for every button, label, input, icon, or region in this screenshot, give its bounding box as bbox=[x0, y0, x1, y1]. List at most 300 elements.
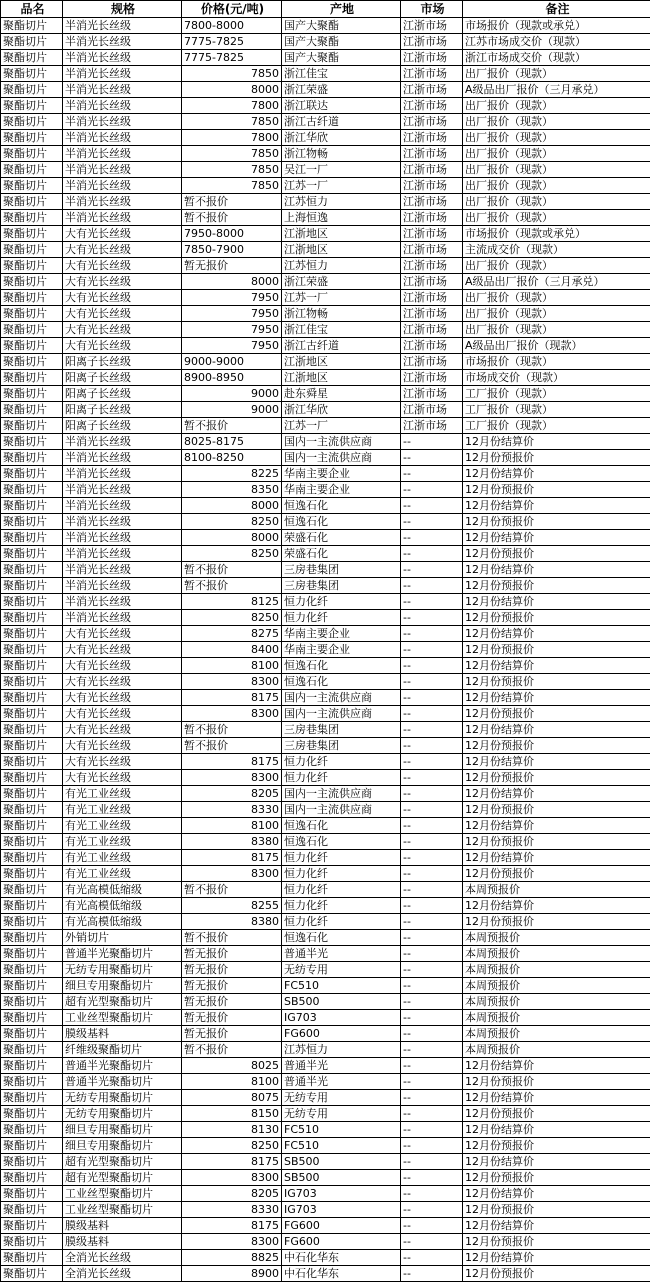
cell-origin[interactable]: 国内一主流供应商 bbox=[282, 434, 401, 450]
cell-price[interactable]: 暂无报价 bbox=[182, 994, 282, 1010]
cell-spec[interactable]: 大有光长丝级 bbox=[63, 338, 182, 354]
cell-remark[interactable]: 出厂报价（现款） bbox=[463, 66, 650, 82]
cell-product[interactable]: 聚酯切片 bbox=[1, 66, 63, 82]
cell-remark[interactable]: 12月份结算价 bbox=[463, 1154, 650, 1170]
cell-product[interactable]: 聚酯切片 bbox=[1, 914, 63, 930]
cell-price[interactable]: 暂不报价 bbox=[182, 418, 282, 434]
cell-market[interactable]: -- bbox=[401, 610, 463, 626]
cell-remark[interactable]: 12月份预报价 bbox=[463, 1202, 650, 1218]
cell-product[interactable]: 聚酯切片 bbox=[1, 1058, 63, 1074]
cell-product[interactable]: 聚酯切片 bbox=[1, 354, 63, 370]
cell-remark[interactable]: 12月份预报价 bbox=[463, 1170, 650, 1186]
cell-price[interactable]: 7800 bbox=[182, 98, 282, 114]
cell-remark[interactable]: 12月份预报价 bbox=[463, 674, 650, 690]
cell-market[interactable]: 江浙市场 bbox=[401, 194, 463, 210]
cell-market[interactable]: -- bbox=[401, 1170, 463, 1186]
cell-product[interactable]: 聚酯切片 bbox=[1, 210, 63, 226]
cell-price[interactable]: 8300 bbox=[182, 1170, 282, 1186]
cell-market[interactable]: 江浙市场 bbox=[401, 418, 463, 434]
cell-origin[interactable]: 国产大聚酯 bbox=[282, 34, 401, 50]
cell-product[interactable]: 聚酯切片 bbox=[1, 146, 63, 162]
cell-origin[interactable]: 恒逸石化 bbox=[282, 834, 401, 850]
cell-market[interactable]: -- bbox=[401, 1090, 463, 1106]
cell-remark[interactable]: 工厂报价（现款） bbox=[463, 386, 650, 402]
cell-remark[interactable]: 本周预报价 bbox=[463, 1010, 650, 1026]
cell-price[interactable]: 暂无报价 bbox=[182, 1010, 282, 1026]
cell-market[interactable]: -- bbox=[401, 1010, 463, 1026]
cell-product[interactable]: 聚酯切片 bbox=[1, 50, 63, 66]
cell-market[interactable]: -- bbox=[401, 1058, 463, 1074]
cell-price[interactable]: 暂不报价 bbox=[182, 210, 282, 226]
cell-spec[interactable]: 半消光长丝级 bbox=[63, 546, 182, 562]
cell-price[interactable]: 8350 bbox=[182, 482, 282, 498]
cell-remark[interactable]: 12月份结算价 bbox=[463, 850, 650, 866]
cell-price[interactable]: 暂无报价 bbox=[182, 962, 282, 978]
cell-product[interactable]: 聚酯切片 bbox=[1, 370, 63, 386]
cell-market[interactable]: -- bbox=[401, 1154, 463, 1170]
cell-spec[interactable]: 大有光长丝级 bbox=[63, 706, 182, 722]
cell-origin[interactable]: 浙江古纤道 bbox=[282, 114, 401, 130]
cell-price[interactable]: 7950 bbox=[182, 338, 282, 354]
cell-market[interactable]: 江浙市场 bbox=[401, 274, 463, 290]
cell-price[interactable]: 7850 bbox=[182, 114, 282, 130]
cell-market[interactable]: -- bbox=[401, 1234, 463, 1250]
cell-spec[interactable]: 半消光长丝级 bbox=[63, 562, 182, 578]
cell-market[interactable]: -- bbox=[401, 706, 463, 722]
cell-price[interactable]: 7950 bbox=[182, 290, 282, 306]
cell-spec[interactable]: 半消光长丝级 bbox=[63, 146, 182, 162]
cell-spec[interactable]: 半消光长丝级 bbox=[63, 610, 182, 626]
cell-remark[interactable]: 12月份结算价 bbox=[463, 1250, 650, 1266]
cell-product[interactable]: 聚酯切片 bbox=[1, 530, 63, 546]
cell-price[interactable]: 暂不报价 bbox=[182, 930, 282, 946]
cell-origin[interactable]: 国产大聚酯 bbox=[282, 18, 401, 34]
cell-spec[interactable]: 有光高模低缩级 bbox=[63, 882, 182, 898]
cell-spec[interactable]: 外销切片 bbox=[63, 930, 182, 946]
cell-market[interactable]: 江浙市场 bbox=[401, 258, 463, 274]
cell-remark[interactable]: 12月份结算价 bbox=[463, 530, 650, 546]
cell-spec[interactable]: 大有光长丝级 bbox=[63, 226, 182, 242]
cell-product[interactable]: 聚酯切片 bbox=[1, 322, 63, 338]
cell-price[interactable]: 8175 bbox=[182, 754, 282, 770]
cell-product[interactable]: 聚酯切片 bbox=[1, 514, 63, 530]
cell-price[interactable]: 8205 bbox=[182, 1186, 282, 1202]
cell-product[interactable]: 聚酯切片 bbox=[1, 866, 63, 882]
cell-origin[interactable]: SB500 bbox=[282, 1154, 401, 1170]
cell-spec[interactable]: 半消光长丝级 bbox=[63, 162, 182, 178]
cell-spec[interactable]: 半消光长丝级 bbox=[63, 466, 182, 482]
cell-spec[interactable]: 膜级基料 bbox=[63, 1218, 182, 1234]
cell-remark[interactable]: 12月份结算价 bbox=[463, 626, 650, 642]
cell-remark[interactable]: 12月份结算价 bbox=[463, 722, 650, 738]
cell-spec[interactable]: 大有光长丝级 bbox=[63, 642, 182, 658]
cell-spec[interactable]: 阳离子长丝级 bbox=[63, 418, 182, 434]
cell-price[interactable]: 8825 bbox=[182, 1250, 282, 1266]
cell-origin[interactable]: SB500 bbox=[282, 994, 401, 1010]
cell-spec[interactable]: 膜级基料 bbox=[63, 1026, 182, 1042]
cell-spec[interactable]: 半消光长丝级 bbox=[63, 98, 182, 114]
cell-remark[interactable]: 出厂报价（现款） bbox=[463, 130, 650, 146]
cell-product[interactable]: 聚酯切片 bbox=[1, 658, 63, 674]
cell-market[interactable]: -- bbox=[401, 818, 463, 834]
cell-spec[interactable]: 半消光长丝级 bbox=[63, 594, 182, 610]
cell-market[interactable]: -- bbox=[401, 578, 463, 594]
cell-market[interactable]: -- bbox=[401, 738, 463, 754]
cell-market[interactable]: -- bbox=[401, 1138, 463, 1154]
cell-product[interactable]: 聚酯切片 bbox=[1, 610, 63, 626]
cell-product[interactable]: 聚酯切片 bbox=[1, 738, 63, 754]
cell-product[interactable]: 聚酯切片 bbox=[1, 418, 63, 434]
cell-price[interactable]: 暂无报价 bbox=[182, 946, 282, 962]
cell-price[interactable]: 8275 bbox=[182, 626, 282, 642]
cell-spec[interactable]: 大有光长丝级 bbox=[63, 674, 182, 690]
cell-origin[interactable]: FC510 bbox=[282, 978, 401, 994]
cell-product[interactable]: 聚酯切片 bbox=[1, 994, 63, 1010]
cell-spec[interactable]: 半消光长丝级 bbox=[63, 34, 182, 50]
cell-market[interactable]: 江浙市场 bbox=[401, 66, 463, 82]
cell-market[interactable]: 江浙市场 bbox=[401, 242, 463, 258]
cell-product[interactable]: 聚酯切片 bbox=[1, 722, 63, 738]
cell-price[interactable]: 8380 bbox=[182, 834, 282, 850]
cell-product[interactable]: 聚酯切片 bbox=[1, 834, 63, 850]
cell-origin[interactable]: 恒逸石化 bbox=[282, 674, 401, 690]
cell-product[interactable]: 聚酯切片 bbox=[1, 754, 63, 770]
cell-origin[interactable]: 江苏恒力 bbox=[282, 1042, 401, 1058]
cell-spec[interactable]: 有光工业丝级 bbox=[63, 818, 182, 834]
cell-remark[interactable]: 12月份预报价 bbox=[463, 1106, 650, 1122]
cell-price[interactable]: 8175 bbox=[182, 850, 282, 866]
cell-spec[interactable]: 大有光长丝级 bbox=[63, 626, 182, 642]
cell-spec[interactable]: 有光工业丝级 bbox=[63, 802, 182, 818]
cell-market[interactable]: 江浙市场 bbox=[401, 34, 463, 50]
cell-remark[interactable]: 12月份预报价 bbox=[463, 450, 650, 466]
cell-remark[interactable]: 出厂报价（现款） bbox=[463, 290, 650, 306]
cell-price[interactable]: 暂无报价 bbox=[182, 1026, 282, 1042]
cell-price[interactable]: 8250 bbox=[182, 514, 282, 530]
cell-origin[interactable]: 无纺专用 bbox=[282, 1106, 401, 1122]
cell-product[interactable]: 聚酯切片 bbox=[1, 1122, 63, 1138]
cell-market[interactable]: 江浙市场 bbox=[401, 338, 463, 354]
cell-product[interactable]: 聚酯切片 bbox=[1, 1266, 63, 1282]
cell-spec[interactable]: 阳离子长丝级 bbox=[63, 402, 182, 418]
cell-spec[interactable]: 半消光长丝级 bbox=[63, 130, 182, 146]
cell-product[interactable]: 聚酯切片 bbox=[1, 546, 63, 562]
cell-origin[interactable]: 华南主要企业 bbox=[282, 482, 401, 498]
cell-remark[interactable]: 12月份预报价 bbox=[463, 738, 650, 754]
cell-product[interactable]: 聚酯切片 bbox=[1, 562, 63, 578]
cell-origin[interactable]: 华南主要企业 bbox=[282, 466, 401, 482]
cell-origin[interactable]: 浙江古纤道 bbox=[282, 338, 401, 354]
cell-product[interactable]: 聚酯切片 bbox=[1, 306, 63, 322]
cell-price[interactable]: 8330 bbox=[182, 1202, 282, 1218]
cell-market[interactable]: 江浙市场 bbox=[401, 18, 463, 34]
cell-market[interactable]: -- bbox=[401, 642, 463, 658]
cell-origin[interactable]: 恒逸石化 bbox=[282, 514, 401, 530]
cell-market[interactable]: 江浙市场 bbox=[401, 82, 463, 98]
cell-spec[interactable]: 半消光长丝级 bbox=[63, 82, 182, 98]
cell-product[interactable]: 聚酯切片 bbox=[1, 466, 63, 482]
cell-market[interactable]: -- bbox=[401, 914, 463, 930]
cell-remark[interactable]: 12月份预报价 bbox=[463, 1138, 650, 1154]
header-remark[interactable]: 备注 bbox=[463, 1, 650, 18]
cell-spec[interactable]: 有光工业丝级 bbox=[63, 850, 182, 866]
cell-remark[interactable]: 本周预报价 bbox=[463, 978, 650, 994]
cell-origin[interactable]: 浙江荣盛 bbox=[282, 274, 401, 290]
cell-remark[interactable]: 市场报价（现款） bbox=[463, 354, 650, 370]
cell-origin[interactable]: 恒力化纤 bbox=[282, 882, 401, 898]
cell-remark[interactable]: 12月份预报价 bbox=[463, 514, 650, 530]
cell-remark[interactable]: 12月份预报价 bbox=[463, 482, 650, 498]
cell-product[interactable]: 聚酯切片 bbox=[1, 1138, 63, 1154]
cell-product[interactable]: 聚酯切片 bbox=[1, 1170, 63, 1186]
cell-spec[interactable]: 半消光长丝级 bbox=[63, 178, 182, 194]
cell-spec[interactable]: 半消光长丝级 bbox=[63, 434, 182, 450]
cell-remark[interactable]: 12月份结算价 bbox=[463, 498, 650, 514]
cell-origin[interactable]: 恒力化纤 bbox=[282, 850, 401, 866]
cell-product[interactable]: 聚酯切片 bbox=[1, 882, 63, 898]
cell-price[interactable]: 8000 bbox=[182, 82, 282, 98]
cell-product[interactable]: 聚酯切片 bbox=[1, 1234, 63, 1250]
cell-origin[interactable]: IG703 bbox=[282, 1010, 401, 1026]
cell-product[interactable]: 聚酯切片 bbox=[1, 706, 63, 722]
cell-remark[interactable]: 本周预报价 bbox=[463, 946, 650, 962]
cell-origin[interactable]: 无纺专用 bbox=[282, 1090, 401, 1106]
cell-market[interactable]: -- bbox=[401, 530, 463, 546]
cell-spec[interactable]: 大有光长丝级 bbox=[63, 258, 182, 274]
cell-product[interactable]: 聚酯切片 bbox=[1, 402, 63, 418]
cell-market[interactable]: -- bbox=[401, 562, 463, 578]
cell-product[interactable]: 聚酯切片 bbox=[1, 338, 63, 354]
cell-remark[interactable]: 12月份预报价 bbox=[463, 802, 650, 818]
cell-remark[interactable]: 12月份预报价 bbox=[463, 546, 650, 562]
cell-price[interactable]: 8175 bbox=[182, 1154, 282, 1170]
cell-market[interactable]: -- bbox=[401, 1122, 463, 1138]
cell-spec[interactable]: 膜级基料 bbox=[63, 1234, 182, 1250]
cell-market[interactable]: -- bbox=[401, 1266, 463, 1282]
cell-origin[interactable]: 中石化华东 bbox=[282, 1266, 401, 1282]
cell-price[interactable]: 7775-7825 bbox=[182, 50, 282, 66]
cell-spec[interactable]: 半消光长丝级 bbox=[63, 18, 182, 34]
cell-market[interactable]: 江浙市场 bbox=[401, 210, 463, 226]
cell-price[interactable]: 8255 bbox=[182, 898, 282, 914]
cell-remark[interactable]: 12月份结算价 bbox=[463, 786, 650, 802]
cell-spec[interactable]: 全消光长丝级 bbox=[63, 1266, 182, 1282]
cell-market[interactable]: -- bbox=[401, 834, 463, 850]
cell-origin[interactable]: 浙江联达 bbox=[282, 98, 401, 114]
cell-price[interactable]: 7950 bbox=[182, 306, 282, 322]
cell-price[interactable]: 8250 bbox=[182, 546, 282, 562]
cell-remark[interactable]: 本周预报价 bbox=[463, 1042, 650, 1058]
cell-price[interactable]: 8400 bbox=[182, 642, 282, 658]
cell-origin[interactable]: SB500 bbox=[282, 1170, 401, 1186]
cell-remark[interactable]: 12月份结算价 bbox=[463, 818, 650, 834]
cell-market[interactable]: 江浙市场 bbox=[401, 402, 463, 418]
cell-price[interactable]: 8225 bbox=[182, 466, 282, 482]
cell-product[interactable]: 聚酯切片 bbox=[1, 290, 63, 306]
cell-remark[interactable]: 浙江市场成交价（现款） bbox=[463, 50, 650, 66]
cell-product[interactable]: 聚酯切片 bbox=[1, 1010, 63, 1026]
cell-spec[interactable]: 半消光长丝级 bbox=[63, 514, 182, 530]
cell-product[interactable]: 聚酯切片 bbox=[1, 594, 63, 610]
cell-price[interactable]: 8075 bbox=[182, 1090, 282, 1106]
cell-product[interactable]: 聚酯切片 bbox=[1, 82, 63, 98]
cell-market[interactable]: -- bbox=[401, 1218, 463, 1234]
cell-price[interactable]: 8025 bbox=[182, 1058, 282, 1074]
cell-spec[interactable]: 大有光长丝级 bbox=[63, 754, 182, 770]
cell-origin[interactable]: 荣盛石化 bbox=[282, 530, 401, 546]
cell-origin[interactable]: 恒力化纤 bbox=[282, 754, 401, 770]
cell-market[interactable]: -- bbox=[401, 930, 463, 946]
cell-remark[interactable]: 工厂报价（现款） bbox=[463, 418, 650, 434]
cell-market[interactable]: 江浙市场 bbox=[401, 322, 463, 338]
cell-remark[interactable]: 12月份预报价 bbox=[463, 610, 650, 626]
cell-remark[interactable]: 江苏市场成交价（现款） bbox=[463, 34, 650, 50]
cell-origin[interactable]: 浙江物畅 bbox=[282, 306, 401, 322]
cell-price[interactable]: 8130 bbox=[182, 1122, 282, 1138]
cell-product[interactable]: 聚酯切片 bbox=[1, 626, 63, 642]
cell-origin[interactable]: 江浙地区 bbox=[282, 242, 401, 258]
cell-spec[interactable]: 半消光长丝级 bbox=[63, 578, 182, 594]
cell-origin[interactable]: 恒力化纤 bbox=[282, 770, 401, 786]
cell-market[interactable]: -- bbox=[401, 946, 463, 962]
cell-product[interactable]: 聚酯切片 bbox=[1, 690, 63, 706]
cell-product[interactable]: 聚酯切片 bbox=[1, 1250, 63, 1266]
cell-product[interactable]: 聚酯切片 bbox=[1, 1090, 63, 1106]
cell-origin[interactable]: 江浙地区 bbox=[282, 370, 401, 386]
cell-market[interactable]: -- bbox=[401, 754, 463, 770]
cell-product[interactable]: 聚酯切片 bbox=[1, 786, 63, 802]
cell-remark[interactable]: 市场报价（现款或承兑） bbox=[463, 226, 650, 242]
cell-remark[interactable]: 12月份预报价 bbox=[463, 866, 650, 882]
cell-price[interactable]: 8100-8250 bbox=[182, 450, 282, 466]
cell-product[interactable]: 聚酯切片 bbox=[1, 498, 63, 514]
cell-price[interactable]: 8025-8175 bbox=[182, 434, 282, 450]
cell-product[interactable]: 聚酯切片 bbox=[1, 450, 63, 466]
cell-price[interactable]: 8300 bbox=[182, 770, 282, 786]
cell-price[interactable]: 7850 bbox=[182, 146, 282, 162]
cell-spec[interactable]: 阳离子长丝级 bbox=[63, 370, 182, 386]
cell-market[interactable]: -- bbox=[401, 1186, 463, 1202]
cell-product[interactable]: 聚酯切片 bbox=[1, 194, 63, 210]
cell-spec[interactable]: 细旦专用聚酯切片 bbox=[63, 978, 182, 994]
cell-market[interactable]: 江浙市场 bbox=[401, 386, 463, 402]
cell-price[interactable]: 暂不报价 bbox=[182, 578, 282, 594]
cell-spec[interactable]: 有光工业丝级 bbox=[63, 866, 182, 882]
cell-market[interactable]: -- bbox=[401, 994, 463, 1010]
cell-price[interactable]: 8900 bbox=[182, 1266, 282, 1282]
cell-price[interactable]: 7800 bbox=[182, 130, 282, 146]
cell-product[interactable]: 聚酯切片 bbox=[1, 642, 63, 658]
cell-remark[interactable]: 12月份预报价 bbox=[463, 834, 650, 850]
cell-market[interactable]: -- bbox=[401, 1202, 463, 1218]
cell-product[interactable]: 聚酯切片 bbox=[1, 930, 63, 946]
cell-market[interactable]: 江浙市场 bbox=[401, 98, 463, 114]
cell-remark[interactable]: 12月份结算价 bbox=[463, 658, 650, 674]
cell-remark[interactable]: 出厂报价（现款） bbox=[463, 98, 650, 114]
cell-market[interactable]: 江浙市场 bbox=[401, 178, 463, 194]
cell-product[interactable]: 聚酯切片 bbox=[1, 178, 63, 194]
cell-remark[interactable]: 出厂报价（现款） bbox=[463, 146, 650, 162]
cell-market[interactable]: -- bbox=[401, 786, 463, 802]
cell-price[interactable]: 7850 bbox=[182, 66, 282, 82]
cell-market[interactable]: -- bbox=[401, 674, 463, 690]
cell-market[interactable]: -- bbox=[401, 802, 463, 818]
cell-spec[interactable]: 工业丝型聚酯切片 bbox=[63, 1186, 182, 1202]
cell-market[interactable]: 江浙市场 bbox=[401, 370, 463, 386]
cell-remark[interactable]: 12月份结算价 bbox=[463, 1090, 650, 1106]
cell-price[interactable]: 8300 bbox=[182, 866, 282, 882]
cell-price[interactable]: 暂不报价 bbox=[182, 562, 282, 578]
cell-product[interactable]: 聚酯切片 bbox=[1, 34, 63, 50]
cell-remark[interactable]: A级品出厂报价（三月承兑） bbox=[463, 82, 650, 98]
cell-spec[interactable]: 半消光长丝级 bbox=[63, 194, 182, 210]
cell-market[interactable]: -- bbox=[401, 466, 463, 482]
cell-remark[interactable]: 12月份结算价 bbox=[463, 466, 650, 482]
cell-price[interactable]: 8000 bbox=[182, 498, 282, 514]
cell-market[interactable]: -- bbox=[401, 498, 463, 514]
cell-remark[interactable]: 出厂报价（现款） bbox=[463, 178, 650, 194]
cell-price[interactable]: 暂不报价 bbox=[182, 194, 282, 210]
cell-origin[interactable]: 国内一主流供应商 bbox=[282, 450, 401, 466]
cell-product[interactable]: 聚酯切片 bbox=[1, 850, 63, 866]
cell-spec[interactable]: 全消光长丝级 bbox=[63, 1250, 182, 1266]
cell-spec[interactable]: 大有光长丝级 bbox=[63, 290, 182, 306]
cell-origin[interactable]: 江苏一厂 bbox=[282, 290, 401, 306]
cell-price[interactable]: 8175 bbox=[182, 690, 282, 706]
cell-remark[interactable]: 12月份预报价 bbox=[463, 642, 650, 658]
cell-spec[interactable]: 细旦专用聚酯切片 bbox=[63, 1122, 182, 1138]
cell-remark[interactable]: 本周预报价 bbox=[463, 882, 650, 898]
cell-origin[interactable]: 三房巷集团 bbox=[282, 738, 401, 754]
cell-market[interactable]: 江浙市场 bbox=[401, 306, 463, 322]
cell-product[interactable]: 聚酯切片 bbox=[1, 482, 63, 498]
cell-market[interactable]: -- bbox=[401, 690, 463, 706]
cell-spec[interactable]: 无纺专用聚酯切片 bbox=[63, 962, 182, 978]
cell-remark[interactable]: 12月份预报价 bbox=[463, 1234, 650, 1250]
cell-spec[interactable]: 超有光型聚酯切片 bbox=[63, 1154, 182, 1170]
cell-price[interactable]: 8250 bbox=[182, 1138, 282, 1154]
cell-price[interactable]: 7775-7825 bbox=[182, 34, 282, 50]
cell-product[interactable]: 聚酯切片 bbox=[1, 242, 63, 258]
cell-market[interactable]: -- bbox=[401, 882, 463, 898]
cell-spec[interactable]: 超有光型聚酯切片 bbox=[63, 1170, 182, 1186]
cell-market[interactable]: 江浙市场 bbox=[401, 162, 463, 178]
cell-spec[interactable]: 有光工业丝级 bbox=[63, 786, 182, 802]
cell-product[interactable]: 聚酯切片 bbox=[1, 386, 63, 402]
cell-spec[interactable]: 半消光长丝级 bbox=[63, 50, 182, 66]
cell-market[interactable]: -- bbox=[401, 978, 463, 994]
cell-remark[interactable]: 12月份结算价 bbox=[463, 690, 650, 706]
cell-spec[interactable]: 大有光长丝级 bbox=[63, 722, 182, 738]
cell-price[interactable]: 8205 bbox=[182, 786, 282, 802]
cell-spec[interactable]: 细旦专用聚酯切片 bbox=[63, 1138, 182, 1154]
cell-market[interactable]: -- bbox=[401, 1074, 463, 1090]
cell-spec[interactable]: 大有光长丝级 bbox=[63, 306, 182, 322]
cell-remark[interactable]: 出厂报价（现款） bbox=[463, 162, 650, 178]
cell-price[interactable]: 7850 bbox=[182, 178, 282, 194]
cell-price[interactable]: 7950 bbox=[182, 322, 282, 338]
cell-spec[interactable]: 大有光长丝级 bbox=[63, 770, 182, 786]
cell-spec[interactable]: 有光工业丝级 bbox=[63, 834, 182, 850]
cell-origin[interactable]: 恒逸石化 bbox=[282, 930, 401, 946]
cell-remark[interactable]: 主流成交价（现款） bbox=[463, 242, 650, 258]
cell-product[interactable]: 聚酯切片 bbox=[1, 578, 63, 594]
cell-product[interactable]: 聚酯切片 bbox=[1, 946, 63, 962]
cell-price[interactable]: 暂无报价 bbox=[182, 978, 282, 994]
cell-origin[interactable]: IG703 bbox=[282, 1202, 401, 1218]
header-market[interactable]: 市场 bbox=[401, 1, 463, 18]
cell-origin[interactable]: 恒力化纤 bbox=[282, 914, 401, 930]
